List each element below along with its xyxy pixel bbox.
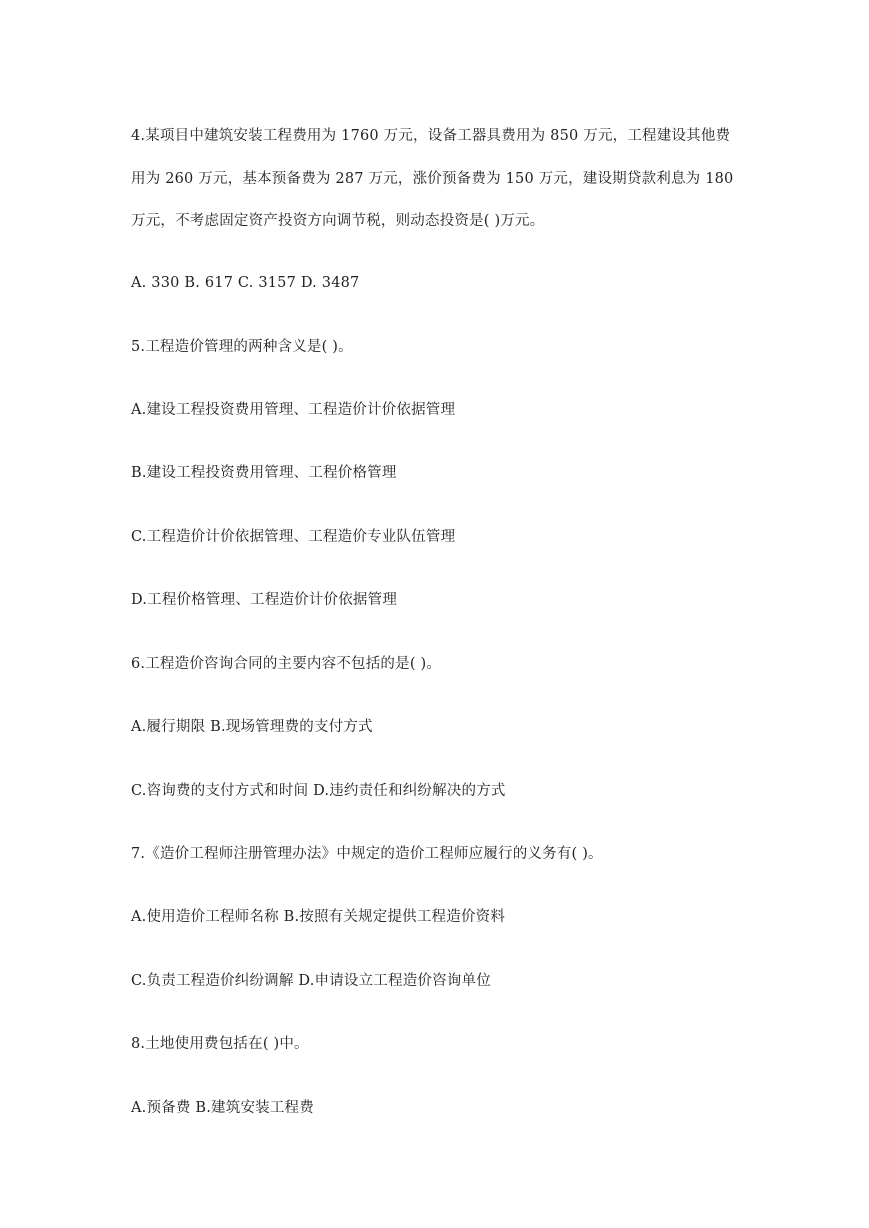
question-5-option-c: C.工程造价计价依据管理、工程造价专业队伍管理 bbox=[131, 529, 456, 545]
question-5-stem: 5.工程造价管理的两种含义是( )。 bbox=[131, 339, 353, 355]
question-6-options-ab: A.履行期限 B.现场管理费的支付方式 bbox=[131, 719, 373, 735]
question-4-line-2: 用为 260 万元，基本预备费为 287 万元，涨价预备费为 150 万元，建设期贷款利息为 180 bbox=[131, 171, 734, 187]
question-5-option-a: A.建设工程投资费用管理、工程造价计价依据管理 bbox=[131, 402, 456, 418]
question-4-line-1: 4.某项目中建筑安装工程费用为 1760 万元，设备工器具费用为 850 万元，工程建设其他费 bbox=[131, 128, 731, 144]
question-6-options-cd: C.咨询费的支付方式和时间 D.违约责任和纠纷解决的方式 bbox=[131, 783, 506, 799]
question-7-options-ab: A.使用造价工程师名称 B.按照有关规定提供工程造价资料 bbox=[131, 909, 506, 925]
question-8-options-ab: A.预备费 B.建筑安装工程费 bbox=[131, 1100, 314, 1116]
question-6-stem: 6.工程造价咨询合同的主要内容不包括的是( )。 bbox=[131, 656, 442, 672]
question-5-option-d: D.工程价格管理、工程造价计价依据管理 bbox=[131, 592, 398, 608]
question-7-options-cd: C.负责工程造价纠纷调解 D.申请设立工程造价咨询单位 bbox=[131, 973, 491, 989]
question-5-option-b: B.建设工程投资费用管理、工程价格管理 bbox=[131, 465, 397, 481]
question-7-stem: 7.《造价工程师注册管理办法》中规定的造价工程师应履行的义务有( )。 bbox=[131, 846, 603, 862]
question-8-stem: 8.土地使用费包括在( )中。 bbox=[131, 1036, 309, 1052]
question-4-line-3: 万元，不考虑固定资产投资方向调节税，则动态投资是( )万元。 bbox=[131, 213, 545, 229]
question-4-options: A. 330 B. 617 C. 3157 D. 3487 bbox=[131, 275, 360, 291]
